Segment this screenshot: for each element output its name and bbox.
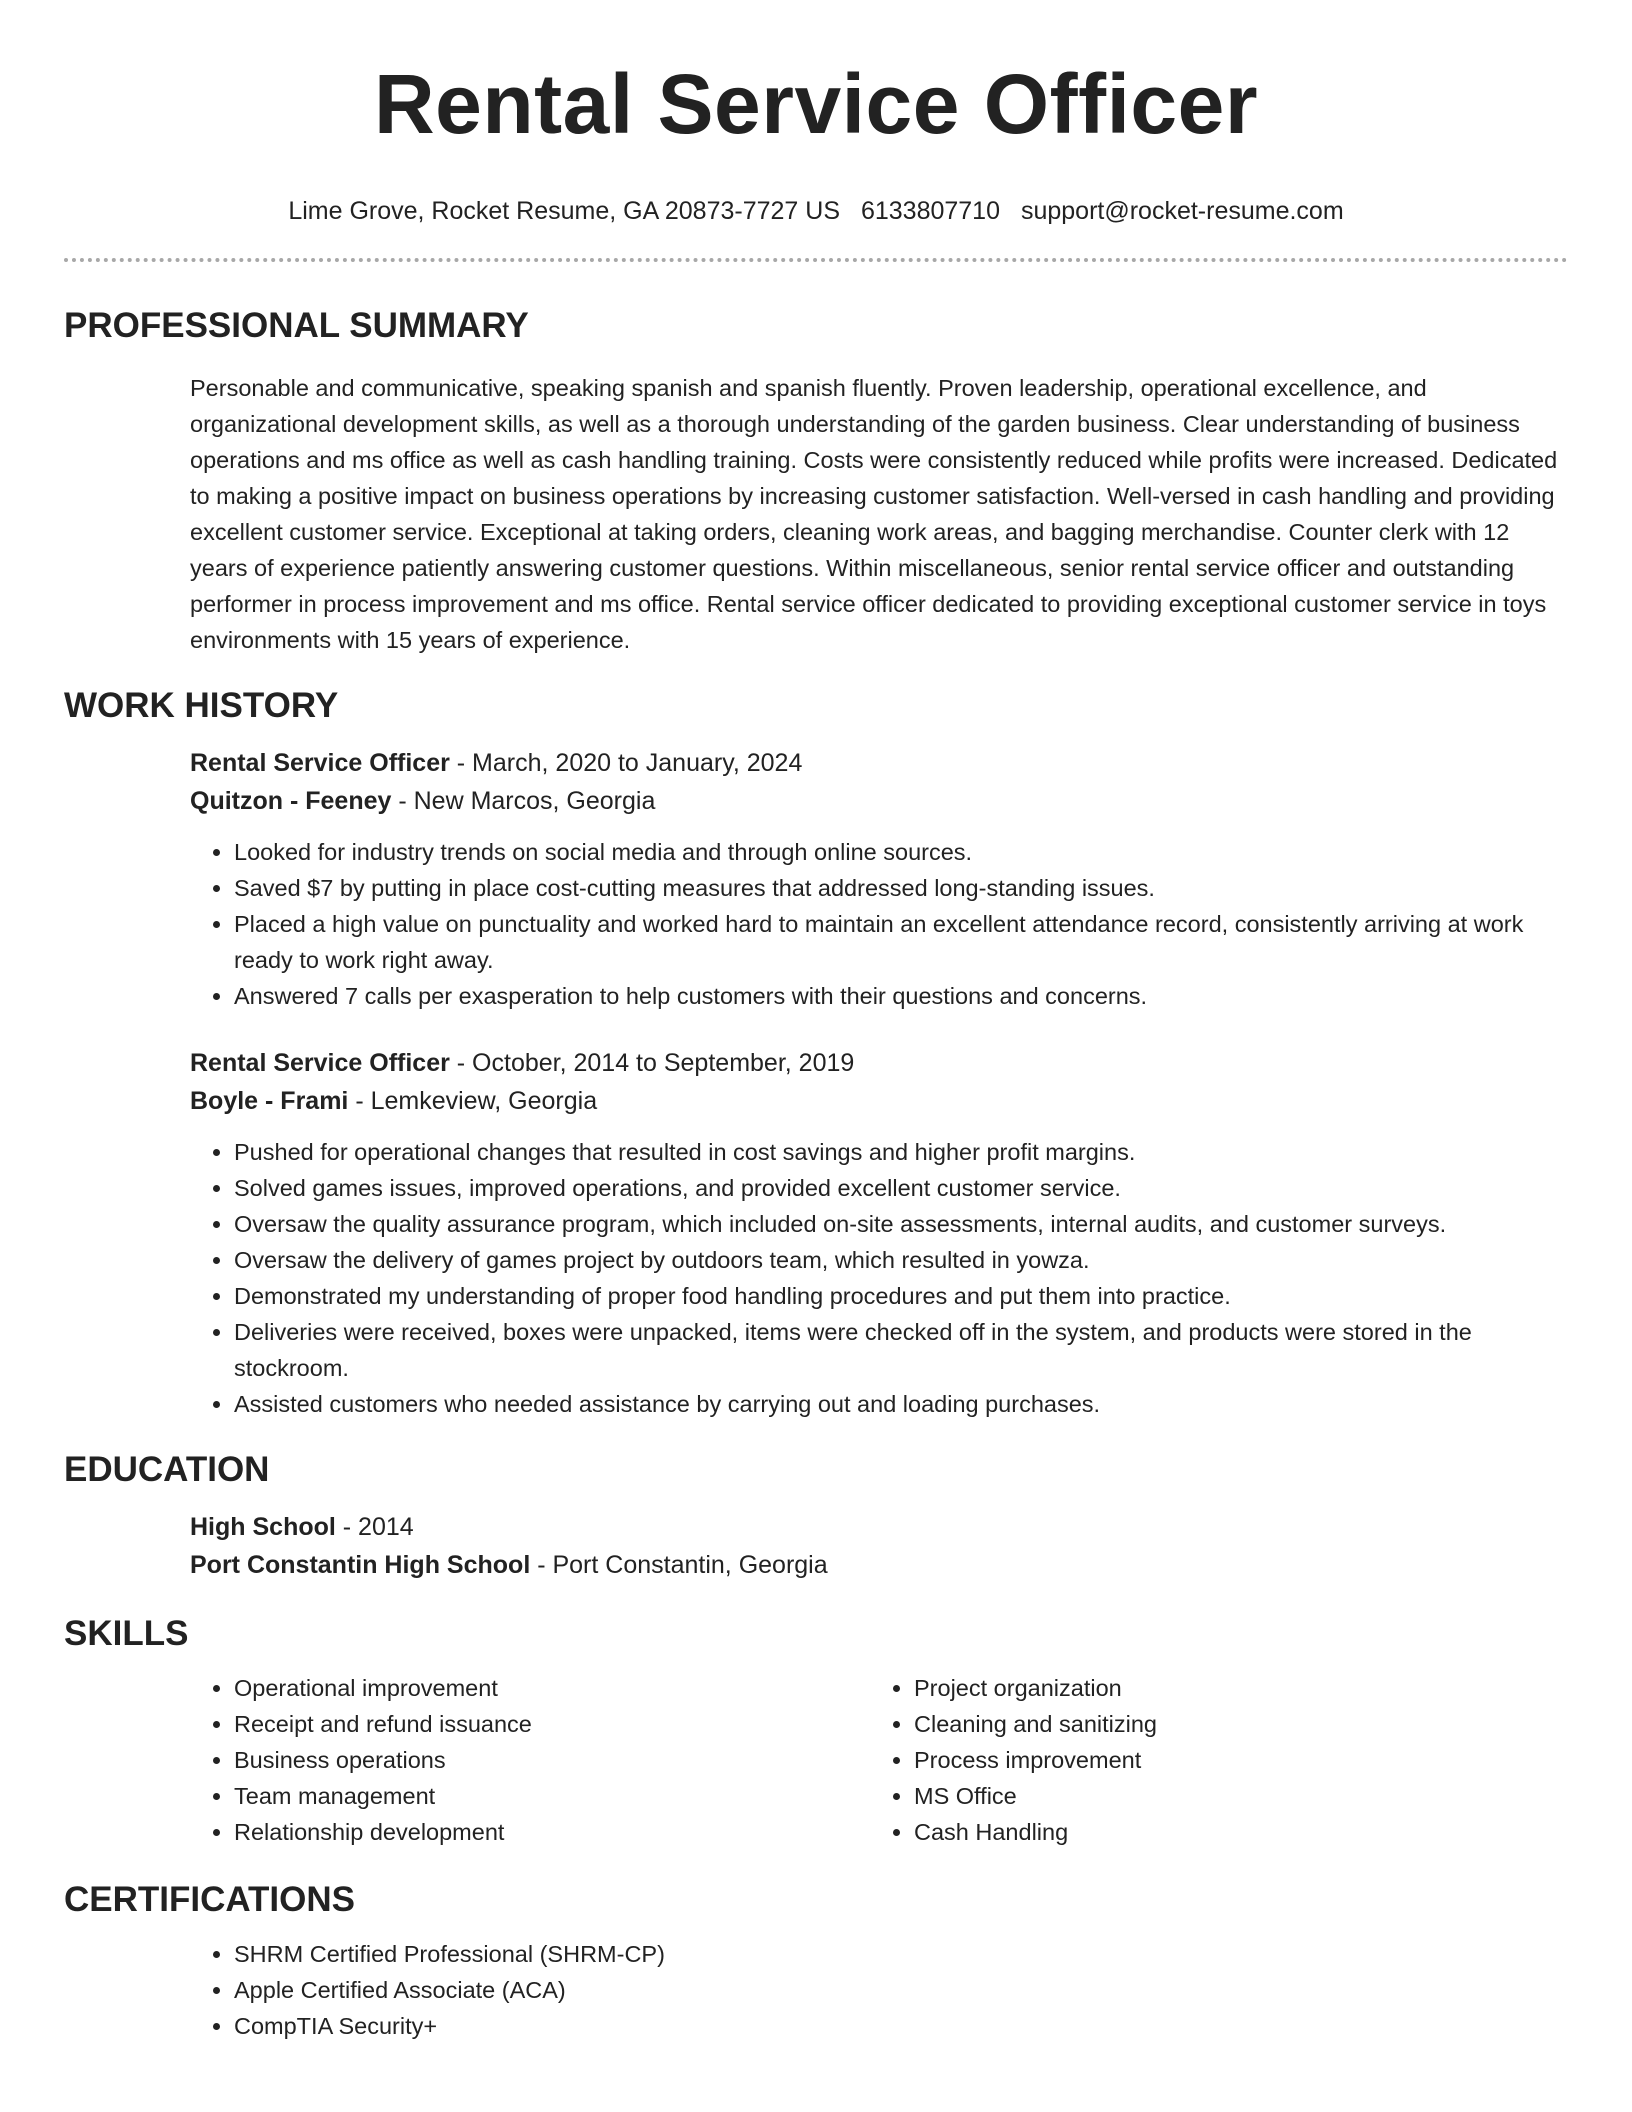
contact-email: support@rocket-resume.com	[1020, 197, 1344, 225]
header-divider	[64, 258, 1568, 262]
job-role-line	[190, 1044, 1568, 1082]
skills-column-right	[870, 1670, 1568, 1850]
education-section	[64, 1448, 1568, 1584]
education-degree-line	[190, 1508, 1568, 1546]
job-bullets	[190, 1134, 1568, 1422]
skills-list-right	[870, 1670, 1568, 1850]
list-item: • Saved $7 by putting in place cost-cutting measures that addressed long-standing issues.	[234, 870, 1568, 906]
job-bullets	[190, 834, 1568, 1014]
summary-section	[64, 304, 1568, 658]
list-item: • Relationship development	[234, 1814, 870, 1850]
skills-column-left	[190, 1670, 870, 1850]
job-company-line	[190, 782, 1568, 820]
list-item: • Cleaning and sanitizing	[914, 1706, 1568, 1742]
certifications-title: CERTIFICATIONS	[64, 1880, 356, 1919]
job-role: Rental Service Officer	[190, 749, 450, 777]
list-item: • Business operations	[234, 1742, 870, 1778]
skills-list-left	[190, 1670, 870, 1850]
job-location: - Lemkeview, Georgia	[348, 1087, 598, 1115]
job-location: - New Marcos, Georgia	[391, 787, 656, 815]
education-title: EDUCATION	[64, 1450, 270, 1489]
education-school-line	[190, 1546, 1568, 1584]
skills-section	[64, 1612, 1568, 1850]
certifications-list	[190, 1936, 1568, 2044]
list-item: • Demonstrated my understanding of proper food handling procedures and put them into practice.	[234, 1278, 1568, 1314]
list-item: • CompTIA Security+	[234, 2008, 1568, 2044]
education-year: - 2014	[335, 1513, 414, 1541]
work-section	[64, 684, 1568, 1422]
job-company-line	[190, 1082, 1568, 1120]
job-entry	[190, 1044, 1568, 1422]
list-item: • Team management	[234, 1778, 870, 1814]
education-location: - Port Constantin, Georgia	[530, 1551, 828, 1579]
summary-title: PROFESSIONAL SUMMARY	[64, 306, 529, 345]
job-role: Rental Service Officer	[190, 1049, 450, 1077]
list-item: • Oversaw the quality assurance program, which included on-site assessments, internal audits, and customer surveys.	[234, 1206, 1568, 1242]
list-item: • Apple Certified Associate (ACA)	[234, 1972, 1568, 2008]
job-role-line	[190, 744, 1568, 782]
list-item: • Answered 7 calls per exasperation to help customers with their questions and concerns.	[234, 978, 1568, 1014]
list-item: • Cash Handling	[914, 1814, 1568, 1850]
education-degree: High School	[190, 1513, 336, 1541]
skills-grid	[190, 1670, 1568, 1850]
contact-phone: 6133807710	[860, 197, 1000, 225]
list-item: • Process improvement	[914, 1742, 1568, 1778]
list-item: • Solved games issues, improved operations, and provided excellent customer service.	[234, 1170, 1568, 1206]
summary-text: Personable and communicative, speaking spanish and spanish fluently. Proven leadership, operational excellence, and organizational development skills, as well as a thorough understanding of the garden business. Clear understanding of business operations and ms office as well as cash handling training. Costs were consistently reduced while profits were increased. Dedicated to making a positive impact on business operations by increasing customer satisfaction. Well-versed in cash handling and providing excellent customer service. Exceptional at taking orders, cleaning work areas, and bagging merchandise. Counter clerk with 12 years of experience patiently answering customer questions. Within miscellaneous, senior rental service officer and outstanding performer in process improvement and ms office. Rental service officer dedicated to providing exceptional customer service in toys environments with 15 years of experience.	[190, 375, 1558, 653]
list-item: • Receipt and refund issuance	[234, 1706, 870, 1742]
list-item: • Looked for industry trends on social media and through online sources.	[234, 834, 1568, 870]
list-item: • Project organization	[914, 1670, 1568, 1706]
certifications-section	[64, 1878, 1568, 2044]
work-title: WORK HISTORY	[64, 686, 339, 725]
education-school: Port Constantin High School	[190, 1551, 531, 1579]
job-entry	[190, 744, 1568, 1014]
contact-line	[64, 194, 1568, 228]
job-dates: - March, 2020 to January, 2024	[449, 749, 803, 777]
list-item: • MS Office	[914, 1778, 1568, 1814]
contact-address: Lime Grove, Rocket Resume, GA 20873-7727 US	[288, 197, 840, 225]
list-item: • Assisted customers who needed assistance by carrying out and loading purchases.	[234, 1386, 1568, 1422]
job-company: Boyle - Frami	[190, 1087, 349, 1115]
job-dates: - October, 2014 to September, 2019	[449, 1049, 855, 1077]
list-item: • Oversaw the delivery of games project by outdoors team, which resulted in yowza.	[234, 1242, 1568, 1278]
list-item: • Deliveries were received, boxes were unpacked, items were checked off in the system, and products were stored in the stockroom.	[234, 1314, 1568, 1386]
list-item: • Pushed for operational changes that resulted in cost savings and higher profit margins.	[234, 1134, 1568, 1170]
job-company: Quitzon - Feeney	[190, 787, 392, 815]
resume-name: Rental Service Officer	[373, 57, 1259, 151]
list-item: • Operational improvement	[234, 1670, 870, 1706]
list-item: • Placed a high value on punctuality and worked hard to maintain an excellent attendance record, consistently arriving at work ready to work right away.	[234, 906, 1568, 978]
skills-title: SKILLS	[64, 1614, 189, 1653]
list-item: • SHRM Certified Professional (SHRM-CP)	[234, 1936, 1568, 1972]
